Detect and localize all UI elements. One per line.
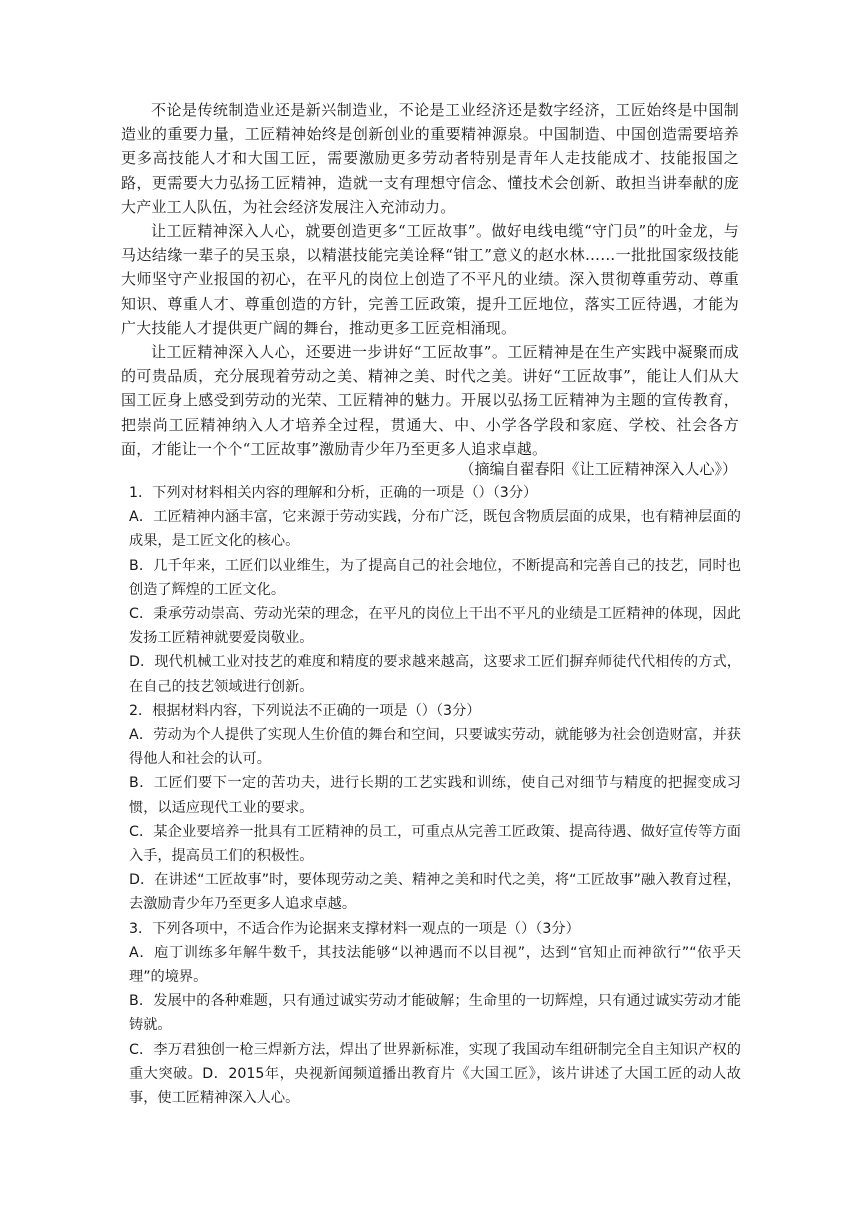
passage-paragraph-3: 让工匠精神深入人心，还要进一步讲好“工匠故事”。工匠精神是在生产实践中凝聚而成的可贵品质，充分展现着劳动之美、精神之美、时代之美。讲好“工匠故事”，能让人们从大国工匠身上感受到劳动的光荣、工匠精神的魅力。开展以弘扬工匠精神为主题的宣传教育，把崇尚工匠精神纳入人才培养全过程，贯通大、中、小学各学段和家庭、学校、社会各方面，才能让一个个“工匠故事”激励青少年乃至更多人追求卓越。 <box>121 343 739 458</box>
passage-paragraph-2: 让工匠精神深入人心，就要创造更多“工匠故事”。做好电线电缆“守门员”的叶金龙，与马达结缘一辈子的吴玉泉，以精湛技能完美诠释“钳工”意义的赵水林……一批批国家级技能大师坚守产业报国的初心，在平凡的岗位上创造了不平凡的业绩。深入贯彻尊重劳动、尊重知识、尊重人才、尊重创造的方针，完善工匠政策，提升工匠地位，落实工匠待遇，才能为广大技能人才提供更广阔的舞台，推动更多工匠竞相涌现。 <box>121 222 739 337</box>
reading-passage <box>121 98 739 461</box>
question-1-stem: 1．下列对材料相关内容的理解和分析，正确的一项是（）（3分） <box>129 485 538 501</box>
question-list <box>129 481 741 1110</box>
question-2-option-c: C．某企业要培养一批具有工匠精神的员工，可重点从完善工匠政策、提高待遇、做好宣传等方面入手，提高员工们的积极性。 <box>129 823 741 865</box>
question-1-option-d: D．现代机械工业对技艺的难度和精度的要求越来越高，这要求工匠们摒弃师徒代代相传的方式，在自己的技艺领域进行创新。 <box>129 654 741 695</box>
question-2-option-b: B．工匠们要下一定的苦功夫，进行长期的工艺实践和训练，使自己对细节与精度的把握变成习惯，以适应现代工业的要求。 <box>129 775 741 816</box>
question-3-option-b: B．发展中的各种难题，只有通过诚实劳动才能破解；生命里的一切辉煌，只有通过诚实劳动才能铸就。 <box>129 993 741 1034</box>
question-1-option-c: C．秉承劳动崇高、劳动光荣的理念，在平凡的岗位上干出不平凡的业绩是工匠精神的体现，因此发扬工匠精神就要爱岗敬业。 <box>129 606 741 647</box>
question-3-option-a: A．庖丁训练多年解牛数千，其技法能够“以神遇而不以目视”，达到“官知止而神欲行”“依乎天理”的境界。 <box>129 944 741 986</box>
passage-source: （摘编自翟春阳《让工匠精神深入人心》） <box>459 460 737 478</box>
question-2-option-a: A．劳动为个人提供了实现人生价值的舞台和空间，只要诚实劳动，就能够为社会创造财富，并获得他人和社会的认可。 <box>129 727 741 768</box>
question-2-stem: 2．根据材料内容，下列说法不正确的一项是（）（3分） <box>129 702 481 719</box>
passage-paragraph-1: 不论是传统制造业还是新兴制造业，不论是工业经济还是数字经济，工匠始终是中国制造业的重要力量，工匠精神始终是创新创业的重要精神源泉。中国制造、中国创造需要培养更多高技能人才和大国工匠，需要激励更多劳动者特别是青年人走技能成才、技能报国之路，更需要大力弘扬工匠精神，造就一支有理想守信念、懂技术会创新、敢担当讲奉献的庞大产业工人队伍，为社会经济发展注入充沛动力。 <box>121 101 739 216</box>
question-3-option-c-d: C．李万君独创一枪三焊新方法，焊出了世界新标准，实现了我国动车组研制完全自主知识产权的重大突破。D．2015年，央视新闻频道播出教育片《大国工匠》，该片讲述了大国工匠的动人故事，使工匠精神深入人心。 <box>129 1041 741 1107</box>
question-3-stem: 3．下列各项中，不适合作为论据来支撑材料一观点的一项是（）（3分） <box>129 920 580 937</box>
question-2-option-d: D．在讲述“工匠故事”时，要体现劳动之美、精神之美和时代之美，将“工匠故事”融入教育过程，去激励青少年乃至更多人追求卓越。 <box>129 872 741 913</box>
question-1-option-a: A．工匠精神内涵丰富，它来源于劳动实践，分布广泛，既包含物质层面的成果，也有精神层面的成果，是工匠文化的核心。 <box>129 509 741 550</box>
question-1-option-b: B．几千年来，工匠们以业维生，为了提高自己的社会地位，不断提高和完善自己的技艺，同时也创造了辉煌的工匠文化。 <box>129 557 741 598</box>
